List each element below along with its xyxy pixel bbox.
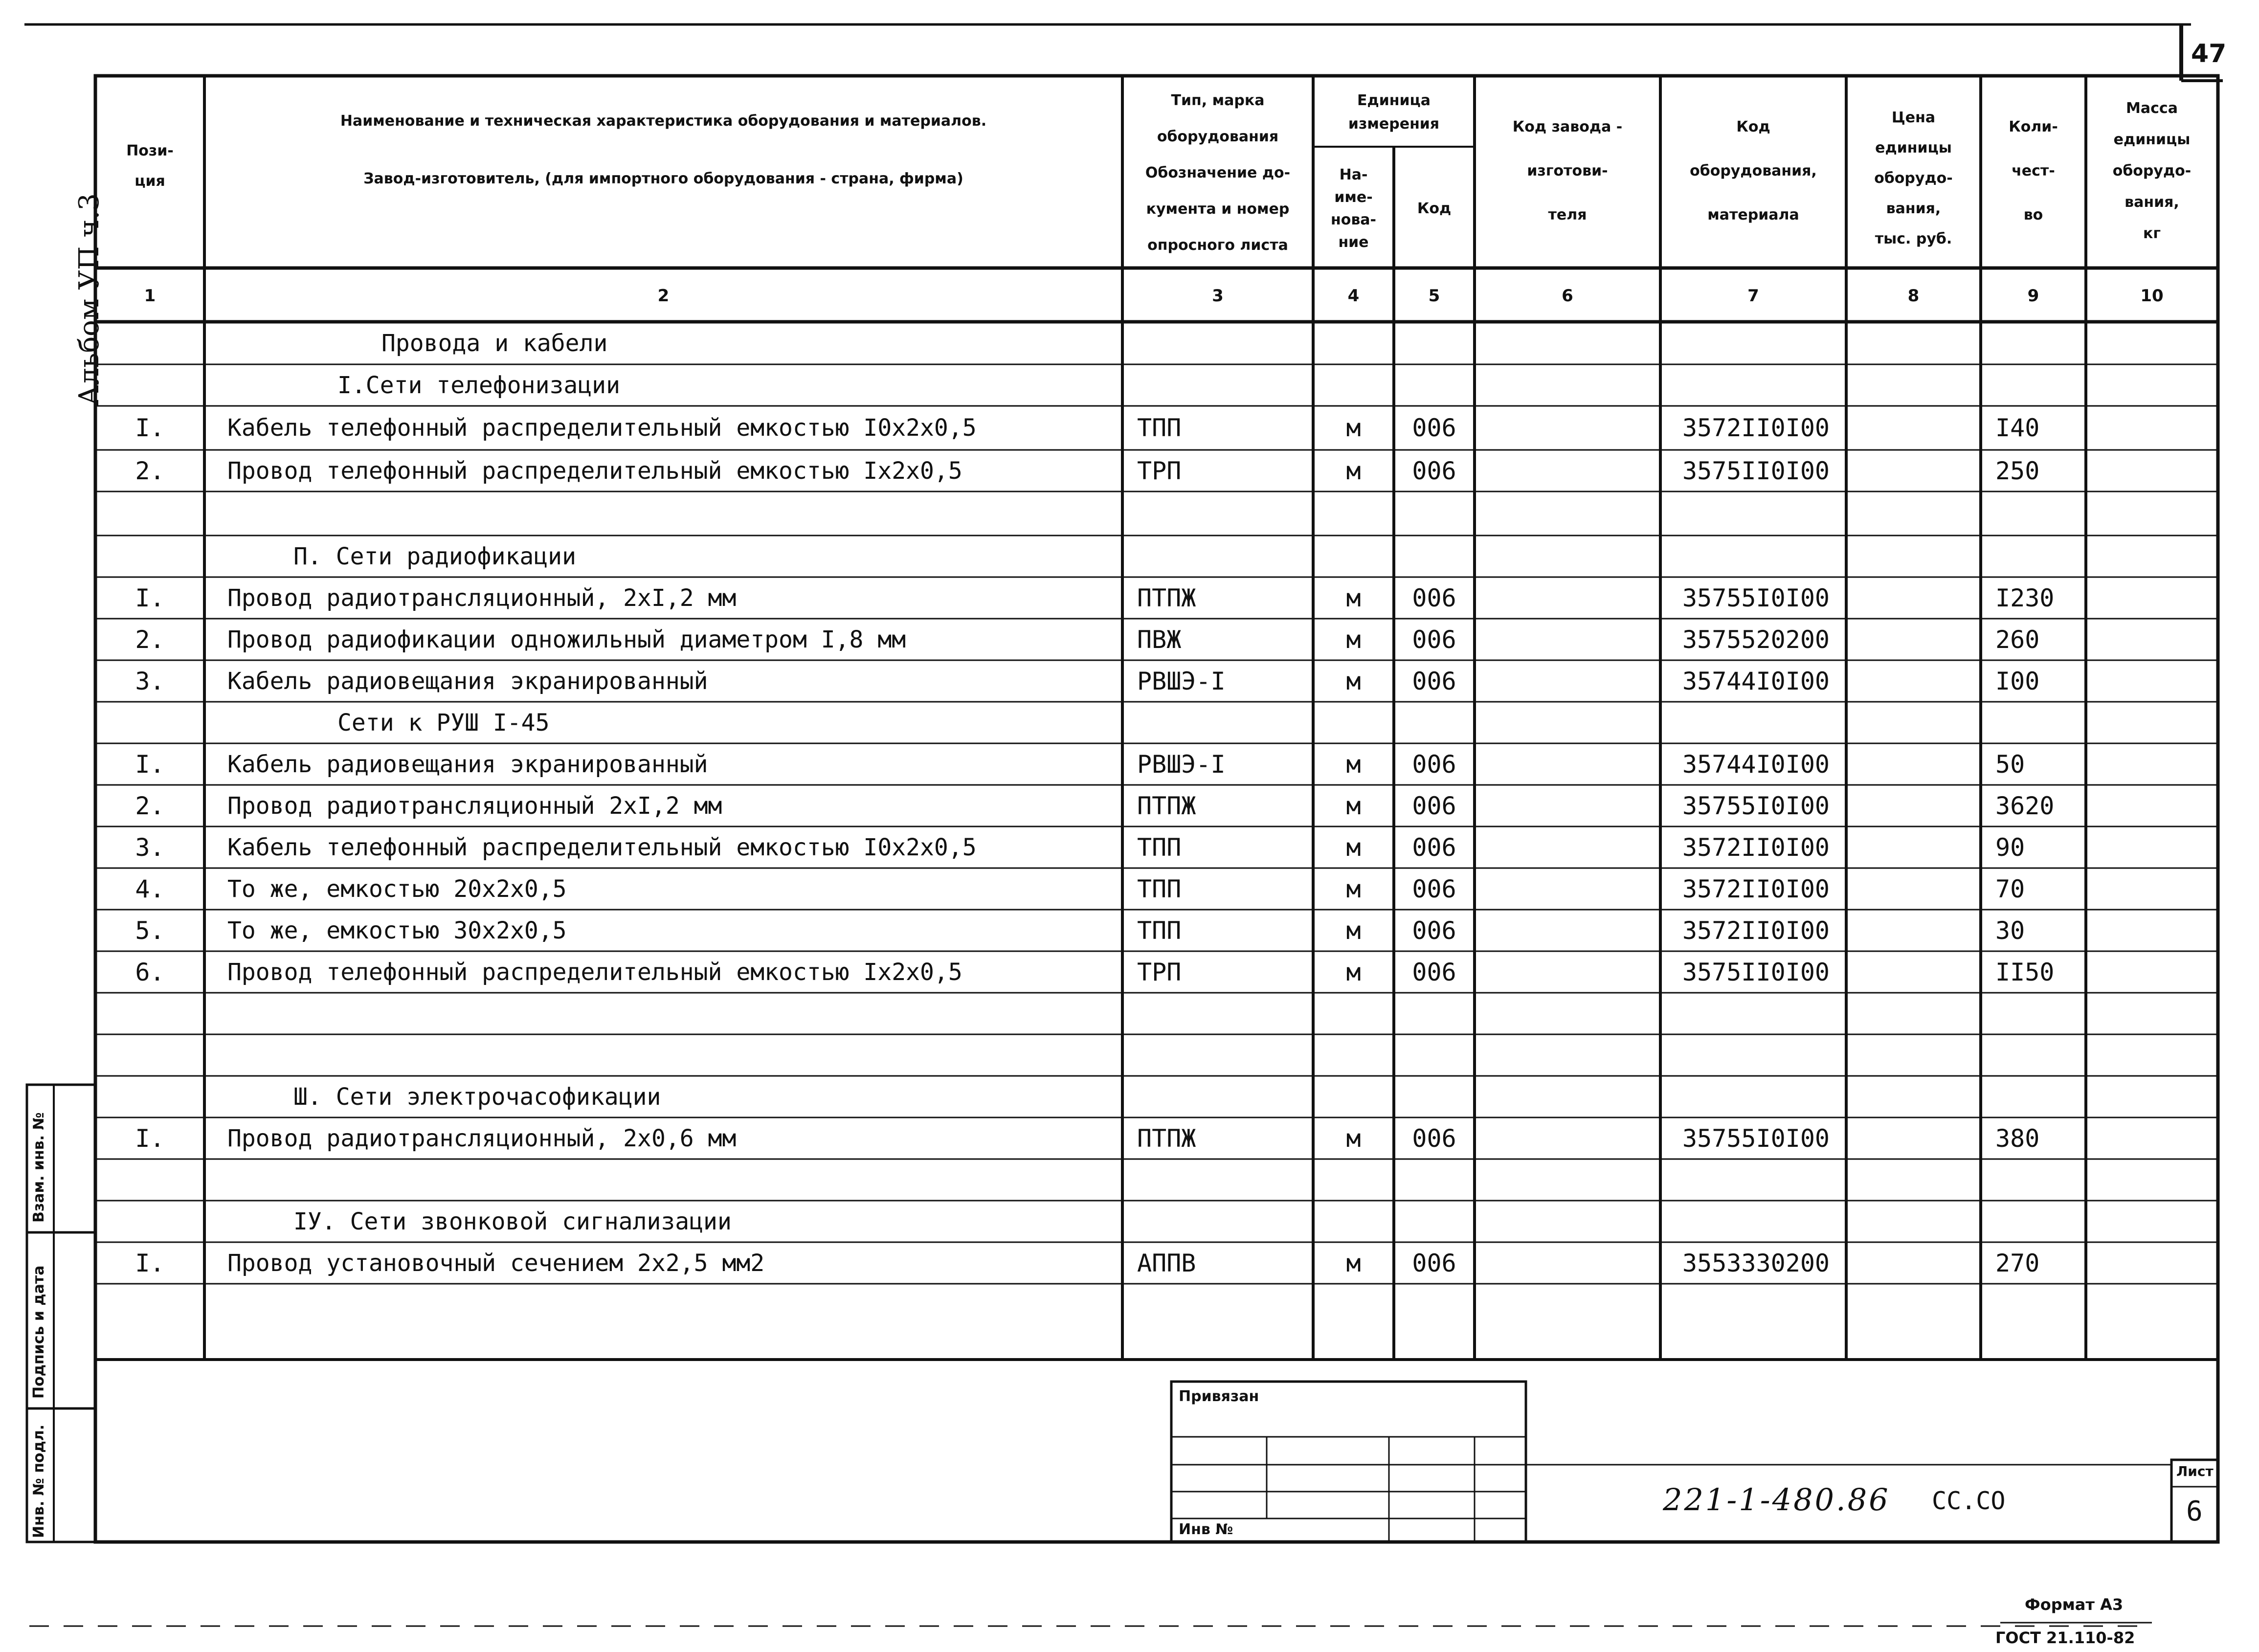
row-name: Провод радиотрансляционный, 2x0,6 мм [227,1124,737,1152]
row-unit-code: 006 [1412,916,1456,945]
row-position [95,1159,204,1201]
row-unit [1313,1034,1394,1076]
row-position [95,322,204,364]
row-unit-code: 006 [1412,958,1456,986]
row-unit-code: 006 [1412,625,1456,654]
row-type: ТРП [1137,958,1182,986]
row-equipment-code: 3553330200 [1682,1249,1830,1277]
row-unit-code [1394,1159,1475,1201]
row-equipment-code [1682,993,1846,1034]
row-unit-code [1394,364,1475,406]
row-unit [1313,322,1394,364]
row-unit-code: 006 [1412,456,1456,485]
row-position: 6. [135,958,165,986]
row-quantity [1995,1284,2086,1325]
row-position [95,1034,204,1076]
column-number: 7 [1747,286,1759,306]
album-title: Альбом УП ч.3 [73,193,105,406]
row-type [1137,322,1313,364]
row-name: Провод телефонный распределительный емкостью Ix2x0,5 [227,958,962,986]
row-unit: м [1346,958,1361,986]
row-unit [1313,1201,1394,1242]
row-unit-code: 006 [1412,583,1456,612]
row-type [1137,993,1313,1034]
row-unit-code [1394,993,1475,1034]
row-unit-code [1394,702,1475,743]
header-factory-code: Код завода - изготови- теля [1512,118,1623,223]
row-type: ТПП [1137,414,1182,442]
row-equipment-code [1682,1284,1846,1325]
row-unit-code [1394,536,1475,577]
row-unit-code: 006 [1412,1249,1456,1277]
row-quantity [1995,322,2086,364]
column-number: 3 [1212,286,1224,306]
row-unit [1313,491,1394,536]
row-name: Кабель телефонный распределительный емкостью I0x2x0,5 [227,833,977,861]
row-quantity: II50 [1995,958,2055,986]
row-type [1137,364,1313,406]
row-type: ТРП [1137,456,1182,485]
row-name [227,491,1122,536]
row-quantity [1995,536,2086,577]
row-unit [1313,364,1394,406]
row-equipment-code [1682,491,1846,536]
row-quantity: 380 [1995,1124,2040,1153]
row-quantity [1995,364,2086,406]
row-position: I. [135,414,165,442]
row-type: ПВЖ [1137,625,1182,654]
row-unit-code: 006 [1412,791,1456,820]
row-name [227,1284,1122,1325]
row-position: 3. [135,667,165,695]
row-name: То же, емкостью 20x2x0,5 [227,875,567,903]
row-name [227,1034,1122,1076]
row-quantity: 50 [1995,750,2025,779]
row-quantity: 3620 [1995,791,2055,820]
column-number: 4 [1347,286,1360,306]
row-quantity [1995,993,2086,1034]
row-equipment-code [1682,322,1846,364]
row-unit: м [1346,667,1361,695]
header-name-line1: Наименование и техническая характеристика оборудования и материалов. [340,112,987,130]
column-number: 10 [2140,286,2164,306]
row-unit: м [1346,874,1361,903]
header-unit-name: На- име- нова- ние [1330,166,1377,251]
row-position [95,1076,204,1117]
column-number: 6 [1562,286,1573,306]
column-number: 5 [1428,286,1440,306]
row-position: 5. [135,916,165,945]
row-unit: м [1346,833,1361,862]
row-position [95,993,204,1034]
row-equipment-code: 3575520200 [1682,625,1830,654]
page-number: 47 [2191,39,2227,68]
row-unit: м [1346,1249,1361,1277]
row-unit [1313,993,1394,1034]
row-unit-code [1394,1284,1475,1325]
row-equipment-code [1682,702,1846,743]
row-name: П. Сети радиофикации [293,542,576,570]
row-unit-code [1394,1201,1475,1242]
header-mass: Масса единицы оборудо- вания, кг [2112,100,2192,242]
row-unit [1313,1159,1394,1201]
row-position: 3. [135,833,165,862]
row-position: I. [135,583,165,612]
row-quantity [1995,1159,2086,1201]
column-number: 1 [144,286,156,306]
row-name: Кабель радиовещания экранированный [227,750,708,778]
row-equipment-code: 3575II0I00 [1682,958,1830,986]
row-unit: м [1346,791,1361,820]
document-suffix: СС.СО [1932,1487,2006,1515]
gost-label: ГОСТ 21.110-82 [1995,1629,2135,1647]
row-equipment-code: 3572II0I00 [1682,874,1830,903]
row-quantity [1995,1201,2086,1242]
row-equipment-code: 35755I0I00 [1682,1124,1830,1153]
row-unit: м [1346,750,1361,779]
row-name: Провод радиотрансляционный, 2xI,2 мм [227,584,737,612]
row-unit-code [1394,1076,1475,1117]
header-equipment-code: Код оборудования, материала [1690,118,1817,223]
row-equipment-code [1682,536,1846,577]
row-equipment-code: 3572II0I00 [1682,916,1830,945]
column-number: 2 [657,286,670,306]
row-quantity [1995,1034,2086,1076]
row-name [227,1159,1122,1201]
row-type [1137,491,1313,536]
row-position: 2. [135,456,165,485]
column-number: 8 [1907,286,1920,306]
row-position [95,536,204,577]
stamp-privyazan: Привязан [1179,1388,1259,1405]
row-type: ТПП [1137,916,1182,945]
row-position [95,702,204,743]
row-type [1137,536,1313,577]
row-quantity: 70 [1995,874,2025,903]
row-quantity: I230 [1995,583,2055,612]
row-position: 2. [135,791,165,820]
row-position [95,491,204,536]
replaced-inv-no-label: Взам. инв. № [30,1112,47,1223]
row-position [95,1201,204,1242]
row-equipment-code [1682,1034,1846,1076]
row-unit: м [1346,916,1361,945]
header-position: Пози- ция [126,142,174,190]
row-unit: м [1346,456,1361,485]
row-position: I. [135,1249,165,1277]
row-name: Провод установочный сечением 2x2,5 мм2 [227,1249,765,1277]
row-unit: м [1346,1124,1361,1153]
row-unit [1313,536,1394,577]
row-unit-code: 006 [1412,667,1456,695]
row-quantity: I00 [1995,667,2040,695]
row-unit [1313,1284,1394,1325]
row-type [1137,1159,1313,1201]
row-unit: м [1346,583,1361,612]
row-type [1137,1284,1313,1325]
row-position [95,364,204,406]
row-quantity [1995,491,2086,536]
row-quantity: 90 [1995,833,2025,862]
column-number: 9 [2027,286,2039,306]
row-quantity: 30 [1995,916,2025,945]
row-position: I. [135,750,165,779]
row-name: I.Сети телефонизации [337,371,620,399]
original-inv-no-label: Инв. № подл. [30,1424,47,1538]
row-unit-code: 006 [1412,1124,1456,1153]
row-type [1137,1076,1313,1117]
signature-date-label: Подпись и дата [30,1265,47,1399]
row-quantity [1995,1076,2086,1117]
row-quantity: I40 [1995,414,2040,442]
row-name: Провода и кабели [381,329,608,357]
row-unit-code: 006 [1412,833,1456,862]
row-position: 2. [135,625,165,654]
row-name: То же, емкостью 30x2x0,5 [227,916,567,944]
row-unit: м [1346,625,1361,654]
row-unit: м [1346,414,1361,442]
row-unit-code [1394,491,1475,536]
row-type: ТПП [1137,833,1182,862]
row-unit-code [1394,1034,1475,1076]
row-unit [1313,702,1394,743]
row-name: Провод телефонный распределительный емкостью Ix2x0,5 [227,457,962,485]
row-name: Кабель телефонный распределительный емкостью I0x2x0,5 [227,414,977,442]
row-equipment-code [1682,1201,1846,1242]
row-type [1137,1201,1313,1242]
row-quantity: 270 [1995,1249,2040,1277]
row-unit-code: 006 [1412,414,1456,442]
row-equipment-code: 35744I0I00 [1682,667,1830,695]
row-quantity: 260 [1995,625,2040,654]
row-equipment-code: 3575II0I00 [1682,456,1830,485]
row-quantity [1995,702,2086,743]
row-type: ПТПЖ [1137,791,1196,820]
row-equipment-code [1682,1159,1846,1201]
document-code: 221-1-480.86 [1663,1482,1890,1518]
row-unit [1313,1076,1394,1117]
row-equipment-code: 3572II0I00 [1682,833,1830,862]
row-unit-code [1394,322,1475,364]
row-name: Провод радиотрансляционный 2xI,2 мм [227,792,722,820]
header-unit-code: Код [1417,200,1452,217]
row-name [227,993,1122,1034]
header-price: Цена единицы оборудо- вания, тыс. руб. [1874,109,1953,247]
row-name: Сети к РУШ I-45 [337,709,550,737]
row-position [95,1284,204,1325]
row-type [1137,702,1313,743]
format-label: Формат А3 [2025,1595,2124,1614]
row-equipment-code [1682,364,1846,406]
row-type: ТПП [1137,874,1182,903]
row-type: РВШЭ-I [1137,750,1226,779]
row-equipment-code: 3572II0I00 [1682,414,1830,442]
header-type: Тип, марка оборудования Обозначение до- кумента и номер опросного листа [1145,92,1291,254]
row-equipment-code: 35755I0I00 [1682,583,1830,612]
header-name-line2: Завод-изготовитель, (для импортного оборудования - страна, фирма) [363,170,963,187]
header-quantity: Коли- чест- во [2009,118,2058,223]
row-equipment-code: 35755I0I00 [1682,791,1830,820]
row-name: Кабель радиовещания экранированный [227,667,708,695]
row-quantity: 250 [1995,456,2040,485]
stamp-inv-no: Инв № [1179,1521,1233,1538]
row-type: АППВ [1137,1249,1196,1277]
row-type [1137,1034,1313,1076]
row-position: 4. [135,874,165,903]
row-name: IУ. Сети звонковой сигнализации [293,1207,732,1235]
row-unit-code: 006 [1412,874,1456,903]
row-equipment-code [1682,1076,1846,1117]
row-unit-code: 006 [1412,750,1456,779]
row-name: Провод радиофикации одножильный диаметром I,8 мм [227,625,906,653]
row-type: ПТПЖ [1137,1124,1196,1153]
header-unit-group: Единица измерения [1348,92,1440,133]
row-type: РВШЭ-I [1137,667,1226,695]
row-type: ПТПЖ [1137,583,1196,612]
sheet-label: Лист [2176,1463,2214,1479]
sheet-number: 6 [2186,1496,2203,1527]
row-name: Ш. Сети электрочасофикации [293,1083,661,1111]
row-position: I. [135,1124,165,1153]
row-equipment-code: 35744I0I00 [1682,750,1830,779]
